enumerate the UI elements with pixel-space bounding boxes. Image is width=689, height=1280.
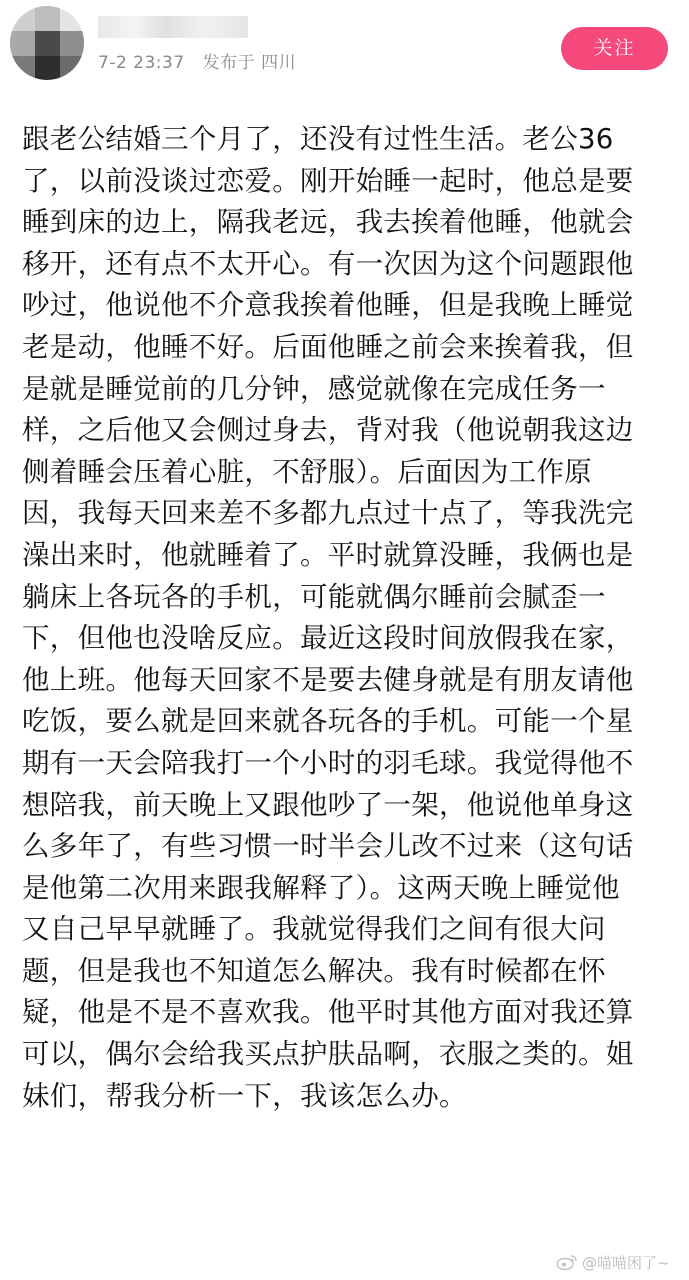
post-body-line: 是就是睡觉前的几分钟，感觉就像在完成任务一 <box>22 372 606 405</box>
watermark-text: @喵喵困了~ <box>582 1253 670 1272</box>
post-body-line: 他上班。他每天回家不是要去健身就是有朋友请他 <box>22 663 634 696</box>
post-meta <box>98 48 296 73</box>
post-body-line: 移开，还有点不太开心。有一次因为这个问题跟他 <box>22 247 634 280</box>
post-location: 四川 <box>261 53 297 73</box>
post-timestamp: 7-2 23:37 <box>98 53 185 73</box>
post-body-line: 吃饭，要么就是回来就各玩各的手机。可能一个星 <box>22 705 634 738</box>
post-body-line: 吵过，他说他不介意我挨着他睡，但是我晚上睡觉 <box>22 289 634 322</box>
post-body-line: 想陪我，前天晚上又跟他吵了一架，他说他单身这 <box>22 788 634 821</box>
post-body-line: 期有一天会陪我打一个小时的羽毛球。我觉得他不 <box>22 746 634 779</box>
post-body-line: 疑，他是不是不喜欢我。他平时其他方面对我还算 <box>22 996 634 1029</box>
post-body-line: 题，但是我也不知道怎么解决。我有时候都在怀 <box>22 954 606 987</box>
post-body-line: 是他第二次用来跟我解释了）。这两天晚上睡觉他 <box>22 871 620 904</box>
post-body-line: 跟老公结婚三个月了，还没有过性生活。老公36 <box>22 123 614 155</box>
post-body-line: 样，之后他又会侧过身去，背对我（他说朝我这边 <box>22 414 634 447</box>
weibo-logo-icon <box>556 1253 578 1271</box>
watermark <box>556 1250 670 1274</box>
username-blurred[interactable] <box>98 16 248 38</box>
post-body-line: 因，我每天回来差不多都九点过十点了，等我洗完 <box>22 497 634 530</box>
post-body-line: 老是动，他睡不好。后面他睡之前会来挨着我，但 <box>22 330 634 363</box>
post-body-line: 澡出来时，他就睡着了。平时就算没睡，我俩也是 <box>22 538 634 571</box>
post-body-line: 可以，偶尔会给我买点护肤品啊，衣服之类的。姐 <box>22 1038 634 1071</box>
post-body-line: 妹们，帮我分析一下，我该怎么办。 <box>22 1079 467 1112</box>
post-body-line: 侧着睡会压着心脏，不舒服）。后面因为工作原 <box>22 455 593 488</box>
avatar[interactable] <box>10 6 84 80</box>
post-body-line: 么多年了，有些习惯一时半会儿改不过来（这句话 <box>22 830 634 863</box>
post-header <box>0 0 689 100</box>
post-body-line: 下，但他也没啥反应。最近这段时间放假我在家， <box>22 622 634 655</box>
post-body-line: 了，以前没谈过恋爱。刚开始睡一起时，他总是要 <box>22 164 634 197</box>
post-body <box>22 119 672 1117</box>
post-body-line: 躺床上各玩各的手机，可能就偶尔睡前会腻歪一 <box>22 580 606 613</box>
post-body-line: 又自己早早就睡了。我就觉得我们之间有很大问 <box>22 913 606 946</box>
follow-button[interactable]: 关注 <box>561 27 668 70</box>
post-body-line: 睡到床的边上，隔我老远，我去挨着他睡，他就会 <box>22 206 634 239</box>
published-label: 发布于 <box>202 53 256 73</box>
